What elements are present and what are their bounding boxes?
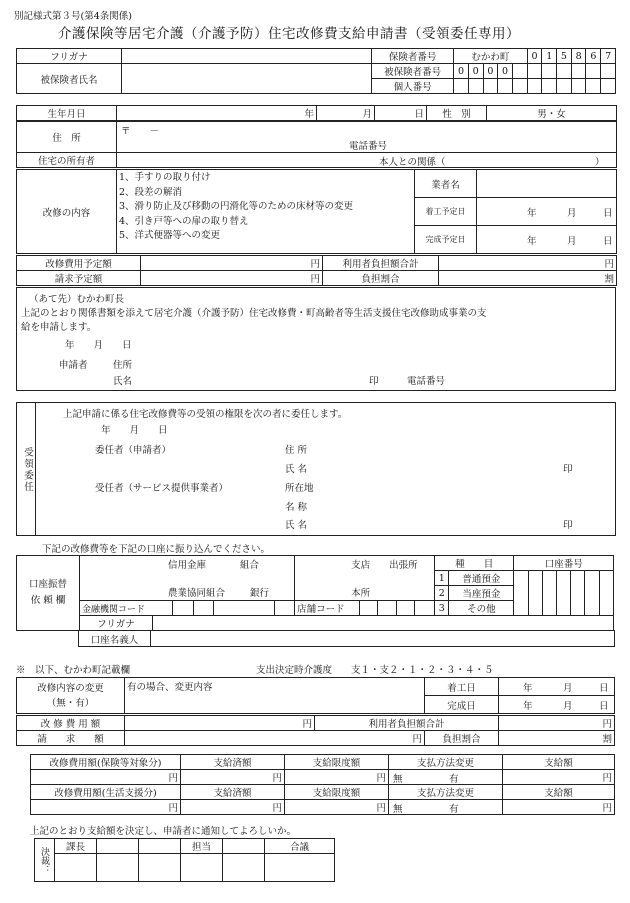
office-cost-label: 改 修 費 用 額 xyxy=(17,716,125,731)
account-digit[interactable] xyxy=(528,571,542,616)
method-none[interactable]: 無 xyxy=(393,774,403,785)
type-number: 2 xyxy=(435,586,449,601)
account-digit[interactable] xyxy=(585,571,599,616)
office-ratio-field[interactable]: 割 xyxy=(499,731,615,746)
year-mark: 年 xyxy=(527,208,537,219)
type-ordinary[interactable]: 普通預金 xyxy=(449,571,514,586)
delegator-label: 委任者（申請者） xyxy=(95,445,172,456)
cost-label: 改修費用予定額 xyxy=(17,256,141,271)
delegation-side-label: 受領委任 xyxy=(22,447,33,493)
dob-label: 生年月日 xyxy=(17,106,117,121)
personal-digit[interactable] xyxy=(586,79,601,94)
gougi-stamp-box[interactable] xyxy=(265,854,335,882)
month-mark: 月 xyxy=(567,208,577,219)
month-mark: 月 xyxy=(563,683,573,694)
insurer-no-label: 保険者番号 xyxy=(372,49,454,64)
row2-limit-field[interactable]: 円 xyxy=(285,800,389,815)
holder-furigana-label: フリガナ xyxy=(79,616,152,631)
office-table xyxy=(16,677,615,714)
holder-table xyxy=(78,630,615,647)
bank-side-label-1: 口座振替 xyxy=(28,579,67,590)
modification-label: 改修の内容 xyxy=(17,170,117,254)
account-digit[interactable] xyxy=(571,571,585,616)
office-note: ※ 以下、むかわ町記載欄 xyxy=(16,665,131,676)
start-date-field[interactable] xyxy=(477,198,617,226)
stamp-box[interactable] xyxy=(139,854,181,882)
personal-digit[interactable] xyxy=(527,79,542,94)
type-number: 3 xyxy=(435,601,449,616)
approval-cell xyxy=(139,839,181,854)
delegatee-company: 名 称 xyxy=(285,502,308,513)
method-label: 支払方法変更 xyxy=(389,755,503,770)
burden-ratio-label: 負担割合 xyxy=(323,271,439,286)
day-mark: 日 xyxy=(603,208,613,219)
bank-side-label-2: 依 頼 欄 xyxy=(30,595,66,606)
applicant-phone-label: 電話番号 xyxy=(407,376,446,387)
delegation-date[interactable]: 年 月 日 xyxy=(101,425,168,436)
account-digit[interactable] xyxy=(542,571,556,616)
request-field[interactable]: 円 xyxy=(141,271,323,286)
delegatee-label: 受任者（サービス提供事業者） xyxy=(95,483,229,494)
care-level: 支出決定時介護度 支１・支２・１・２・３・４・５ xyxy=(256,665,494,676)
office-complete-field[interactable] xyxy=(499,696,615,714)
row2-amount-field[interactable]: 円 xyxy=(503,800,615,815)
type-label: 種 目 xyxy=(435,556,514,571)
postal-mark: 〒 － xyxy=(121,126,160,137)
account-no-label: 口座番号 xyxy=(514,556,614,571)
day-mark: 日 xyxy=(599,683,609,694)
office-start-label: 着工日 xyxy=(425,678,499,696)
honsho-label: 本所 xyxy=(351,588,371,599)
branch-field[interactable] xyxy=(295,556,435,601)
nokyo-label: 農業協同組合 xyxy=(167,588,225,599)
personal-digit[interactable] xyxy=(468,79,483,94)
sex-options[interactable]: 男・女 xyxy=(487,106,617,121)
insured-name-field[interactable] xyxy=(122,64,372,94)
delegatee-seal: 印 xyxy=(563,520,573,531)
month-mark: 月 xyxy=(567,236,577,247)
cost-table xyxy=(16,255,617,286)
type-number: 1 xyxy=(435,571,449,586)
modification-item[interactable]: 3、滑り防止及び移動の円滑化等のための床材等の変更 xyxy=(119,201,354,212)
year-mark: 年 xyxy=(523,701,533,712)
modification-table xyxy=(16,169,617,254)
approve-text: 上記のとおり支給額を決定し、申請者に通知してよろしいか。 xyxy=(30,826,297,837)
method-has[interactable]: 有 xyxy=(449,774,459,785)
holder-furigana-field[interactable] xyxy=(153,616,614,631)
row1-amount-field[interactable]: 円 xyxy=(503,770,615,785)
dob-table xyxy=(16,105,617,121)
tanto-stamp-box[interactable] xyxy=(181,854,223,882)
insured-digit[interactable] xyxy=(571,64,586,79)
kacho-label: 課長 xyxy=(55,839,97,854)
insured-digit[interactable] xyxy=(542,64,557,79)
addressee: （あて先）むかわ町長 xyxy=(29,294,125,305)
insured-digit: 0 xyxy=(483,64,498,79)
bank-table xyxy=(16,555,614,631)
insured-no-label: 被保険者番号 xyxy=(372,64,454,79)
row1-method-field[interactable] xyxy=(389,770,503,785)
personal-no-label: 個人番号 xyxy=(372,79,454,94)
sex-label: 性 別 xyxy=(427,106,487,121)
insurer-digit: 6 xyxy=(586,49,601,64)
applicant-name-label: 氏名 xyxy=(113,376,133,387)
declaration-date[interactable]: 年 月 日 xyxy=(65,340,132,351)
applicant-address-label: 住所 xyxy=(113,360,133,371)
month-mark: 月 xyxy=(563,701,573,712)
relation-close: ） xyxy=(595,157,605,168)
request-label: 請求予定額 xyxy=(17,271,141,286)
dob-month[interactable]: 月 xyxy=(317,106,375,121)
delegator-address: 住 所 xyxy=(285,445,308,456)
contractor-field[interactable] xyxy=(477,170,617,198)
method-has[interactable]: 有 xyxy=(449,804,459,815)
furigana-label: フリガナ xyxy=(17,49,122,64)
delegatee-location: 所在地 xyxy=(285,483,314,494)
complete-date-field[interactable] xyxy=(477,226,617,254)
modification-item[interactable]: 1、手すりの取り付け xyxy=(119,172,211,183)
change-desc[interactable]: 有の場合、変更内容 xyxy=(125,678,425,714)
paid-label: 支給済額 xyxy=(181,785,285,800)
insured-digit: 0 xyxy=(468,64,483,79)
owner-field[interactable] xyxy=(117,153,617,168)
limit-label: 支給限度額 xyxy=(285,785,389,800)
address-table xyxy=(16,121,617,168)
delegator-name: 氏 名 xyxy=(285,464,308,475)
type-current[interactable]: 当座預金 xyxy=(449,586,514,601)
row1-cost-field[interactable]: 円 xyxy=(31,770,181,785)
inst-code-digit[interactable] xyxy=(193,601,213,616)
inst-code-digit[interactable] xyxy=(274,601,294,616)
year-mark: 年 xyxy=(527,236,537,247)
personal-digit[interactable] xyxy=(571,79,586,94)
modification-item[interactable]: 2、段差の解消 xyxy=(119,186,183,198)
office-request-field[interactable]: 円 xyxy=(125,731,425,746)
furigana-field[interactable] xyxy=(122,49,372,64)
kessai-label: 決裁： xyxy=(35,839,55,882)
change-label xyxy=(17,678,125,714)
insured-digit[interactable] xyxy=(557,64,572,79)
delegatee-name: 氏 名 xyxy=(285,520,308,531)
tanto-label: 担当 xyxy=(181,839,223,854)
cost-field[interactable]: 円 xyxy=(141,256,323,271)
personal-digit[interactable] xyxy=(542,79,557,94)
insurer-digit: 0 xyxy=(527,49,542,64)
ginko-label: 銀行 xyxy=(249,588,269,599)
limit-label: 支給限度額 xyxy=(285,755,389,770)
office-burden-label: 利用者負担額合計 xyxy=(315,716,499,731)
bank-side-label xyxy=(17,556,80,631)
branch-code-digit[interactable] xyxy=(396,601,414,616)
declaration-text: 上記のとおり関係書類を添えて居宅介護（介護予防）住宅改修費・町高齢者等生活支援住宅改修助成事業の支 xyxy=(21,308,487,319)
form-reference: 別記様式第３号(第4条関係) xyxy=(14,11,132,22)
office-ratio-label: 負担割合 xyxy=(425,731,499,746)
insurer-digit: 7 xyxy=(601,49,616,64)
approval-cell xyxy=(97,839,139,854)
office-cost-table xyxy=(16,715,615,746)
row1-limit-field[interactable]: 円 xyxy=(285,770,389,785)
personal-digit[interactable] xyxy=(498,79,513,94)
insured-digit: 0 xyxy=(498,64,513,79)
phone-label: 電話番号 xyxy=(349,141,388,152)
modification-items xyxy=(117,170,415,254)
modification-item[interactable]: 4、引き戸等への扉の取り替え xyxy=(119,215,249,227)
personal-digit[interactable] xyxy=(483,79,498,94)
user-burden-field[interactable]: 円 xyxy=(439,256,617,271)
account-digit[interactable] xyxy=(557,571,571,616)
seal-mark: 印 xyxy=(369,376,379,387)
dob-day[interactable]: 日 xyxy=(375,106,427,121)
office-burden-field[interactable]: 円 xyxy=(499,716,615,731)
declaration-text: 給を申請します。 xyxy=(21,322,97,333)
payment-table xyxy=(30,754,615,815)
shinkin-label: 信用金庫 xyxy=(167,560,206,571)
branch-code-digit[interactable] xyxy=(378,601,396,616)
insurer-digit: 1 xyxy=(542,49,557,64)
delegator-seal: 印 xyxy=(563,464,573,475)
amount-label: 支給額 xyxy=(503,755,615,770)
office-complete-label: 完成日 xyxy=(425,696,499,714)
branch-label: 支店 xyxy=(351,560,371,571)
modification-item[interactable]: 5、洋式便器等への変更 xyxy=(119,230,221,241)
office-request-label: 請 求 額 xyxy=(17,731,125,746)
inst-code-label: 金融機関コード xyxy=(79,601,172,616)
bank-intro: 下記の改修費等を下記の口座に振り込んでください。 xyxy=(42,544,271,555)
branch-code-label: 店舗コード xyxy=(295,601,360,616)
insurer-digit: 5 xyxy=(557,49,572,64)
method-none[interactable]: 無 xyxy=(393,804,403,815)
contractor-label: 業者名 xyxy=(415,170,477,198)
method-label: 支払方法変更 xyxy=(389,785,503,800)
delegation-text: 上記申請に係る住宅改修費等の受領の権限を次の者に委任します。 xyxy=(63,409,348,420)
owner-label: 住宅の所有者 xyxy=(17,153,117,168)
inst-code-digit[interactable] xyxy=(173,601,193,616)
stamp-box[interactable] xyxy=(97,854,139,882)
delegation-box xyxy=(16,402,616,536)
personal-digit[interactable] xyxy=(601,79,616,94)
office-start-field[interactable] xyxy=(499,678,615,696)
holder-label: 口座名義人 xyxy=(79,631,151,647)
approval-table xyxy=(34,838,335,882)
branch-code-digit[interactable] xyxy=(414,601,434,616)
inst-code-digit[interactable] xyxy=(213,601,274,616)
change-label-1: 改修内容の変更 xyxy=(37,682,104,694)
payment-row2-label: 改修費用額(生活支援分) xyxy=(31,785,181,800)
row2-method-field[interactable] xyxy=(389,800,503,815)
start-date-label: 着工予定日 xyxy=(415,198,477,226)
insured-digit[interactable] xyxy=(527,64,542,79)
change-label-2[interactable]: （無・有） xyxy=(46,697,95,709)
day-mark: 日 xyxy=(603,236,613,247)
approval-cell xyxy=(223,839,265,854)
payment-row1-label: 改修費用額(保険等対象分) xyxy=(31,755,181,770)
relation-label: 本人との関係（ xyxy=(379,157,446,168)
address-field[interactable] xyxy=(117,122,617,153)
insured-digit[interactable] xyxy=(586,64,601,79)
insured-name-label: 被保険者氏名 xyxy=(17,64,122,94)
day-mark: 日 xyxy=(599,701,609,712)
burden-ratio-field[interactable]: 割 xyxy=(439,271,617,286)
insured-digit: 0 xyxy=(454,64,469,79)
user-burden-label: 利用者負担額合計 xyxy=(323,256,439,271)
amount-label: 支給額 xyxy=(503,785,615,800)
shucchojo-label: 出張所 xyxy=(389,560,418,571)
kumiai-label: 組合 xyxy=(239,560,259,571)
applicant-table xyxy=(16,48,616,94)
branch-code-digit[interactable] xyxy=(360,601,378,616)
personal-digit[interactable] xyxy=(512,79,527,94)
row1-paid-field[interactable]: 円 xyxy=(181,770,285,785)
declaration-box xyxy=(16,287,616,391)
applicant-label: 申請者 xyxy=(59,360,88,371)
year-mark: 年 xyxy=(523,683,533,694)
type-other[interactable]: その他 xyxy=(449,601,514,616)
office-cost-field[interactable]: 円 xyxy=(125,716,315,731)
form-title: 介護保険等居宅介護（介護予防）住宅改修費支給申請書（受領委任専用） xyxy=(58,26,520,42)
stamp-box[interactable] xyxy=(223,854,265,882)
address-label: 住 所 xyxy=(17,122,117,153)
holder-field[interactable] xyxy=(151,631,615,647)
dob-year[interactable]: 年 xyxy=(117,106,317,121)
insurer-digit: 8 xyxy=(571,49,586,64)
institution-field[interactable] xyxy=(79,556,294,601)
row2-paid-field[interactable]: 円 xyxy=(181,800,285,815)
insured-digit[interactable] xyxy=(601,64,616,79)
row2-cost-field[interactable]: 円 xyxy=(31,800,181,815)
gougi-label: 合議 xyxy=(265,839,335,854)
personal-digit[interactable] xyxy=(454,79,469,94)
kacho-stamp-box[interactable] xyxy=(55,854,97,882)
account-digit[interactable] xyxy=(514,571,528,616)
personal-digit[interactable] xyxy=(557,79,572,94)
complete-date-label: 完成予定日 xyxy=(415,226,477,254)
insured-digit[interactable] xyxy=(512,64,527,79)
paid-label: 支給済額 xyxy=(181,755,285,770)
delegation-divider xyxy=(35,403,36,535)
account-digit[interactable] xyxy=(599,571,613,616)
insurer-town: むかわ町 xyxy=(454,49,528,64)
